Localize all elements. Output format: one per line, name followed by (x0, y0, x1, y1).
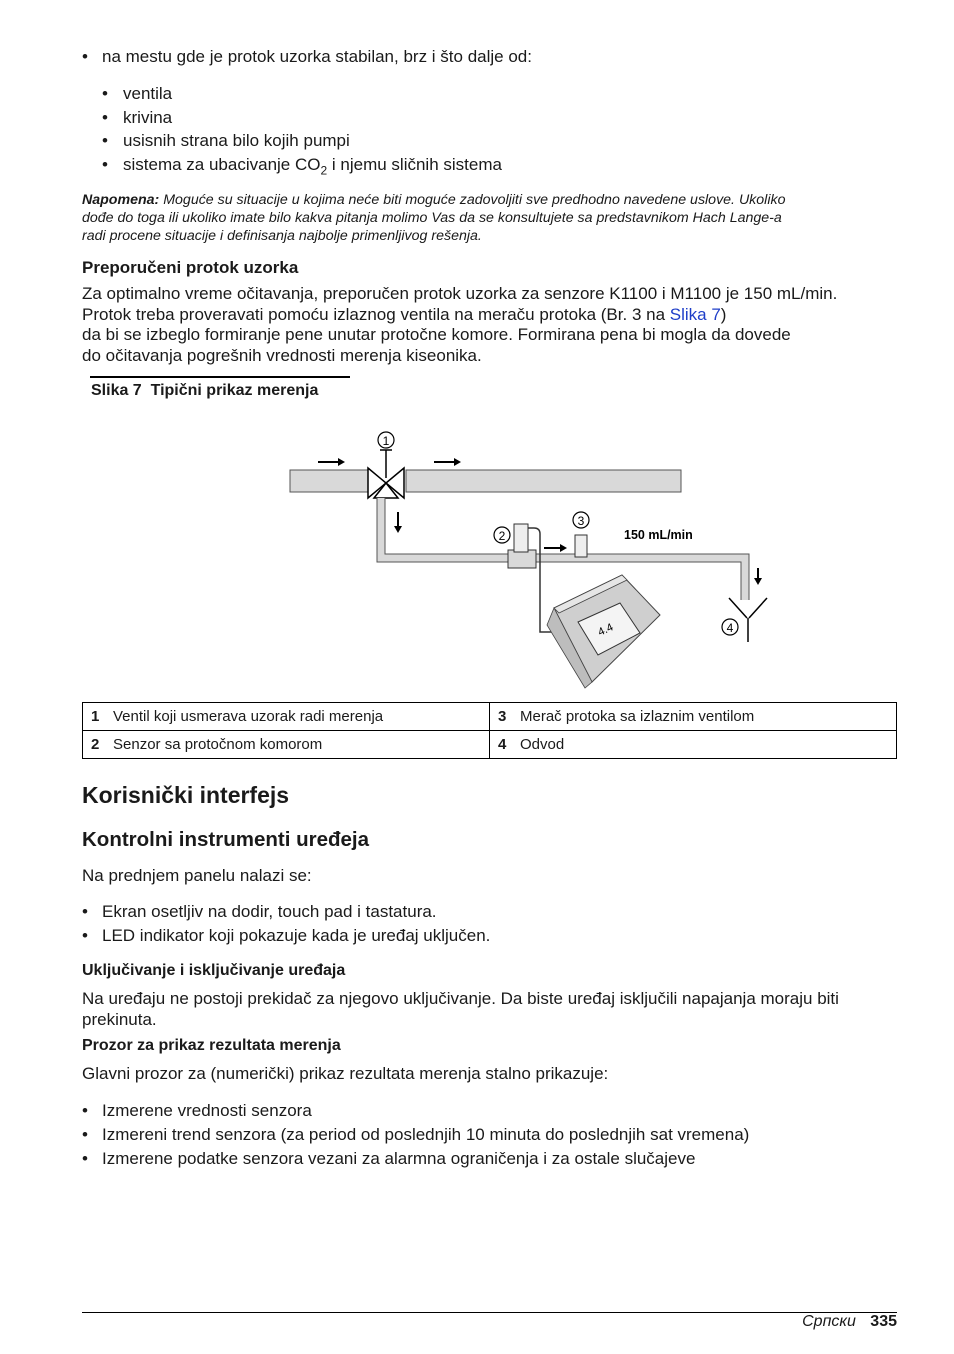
down-arrow-icon (754, 568, 762, 585)
legend-cell: 3 Merač protoka sa izlaznim ventilom (490, 703, 897, 731)
power-paragraph: Na uređaju ne postoji prekidač za njegovo uključivanje. Da biste uređaj isključili napajanja moraju biti prekinuta. (82, 989, 839, 1029)
list-item: • LED indikator koji pokazuje kada je uređaj uključen. (82, 926, 491, 945)
callout-1-label: 1 (382, 434, 390, 448)
subsection-title: Kontrolni instrumenti uređeja (82, 828, 370, 851)
table-row (83, 703, 897, 731)
sub-bullet: • usisnih strana bilo kojih pumpi (102, 131, 350, 150)
window-heading: Prozor za prikaz rezultata merenja (82, 1037, 341, 1054)
power-heading: Uključivanje i isključivanje uređaja (82, 962, 346, 979)
flow-meter (575, 535, 587, 557)
flow-arrow-icon (318, 458, 345, 466)
flow-arrow-icon (544, 544, 567, 552)
controls-intro: Na prednjem panelu nalazi se: (82, 866, 312, 885)
sensor-body (514, 524, 528, 552)
note-block: Napomena: Moguće su situacije u kojima neće biti moguće zadovoljiti sve predhodno navedene uslove. Ukoliko dođe do toga ili ukoliko imate bilo kakva pitanja molimo Vas da se konsultujete sa predstavnikom Hach Lange-a radi procene situacije i definisanja najbolje primenljivog rešenja. (82, 192, 786, 244)
measurement-diagram (282, 420, 734, 690)
figure-link[interactable]: Slika 7 (669, 304, 721, 324)
sub-bullet: • ventila (102, 84, 173, 103)
callout-3-label: 3 (577, 514, 585, 528)
figure-legend-table (82, 702, 897, 759)
list-item: • Ekran osetljiv na dodir, touch pad i tastatura. (82, 902, 437, 921)
legend-cell: 1 Ventil koji usmerava uzorak radi merenja (83, 703, 490, 731)
footer-rule (82, 1312, 897, 1313)
main-pipe-right (406, 470, 681, 492)
table-row (83, 731, 897, 759)
page-number: 335 (870, 1313, 897, 1330)
note-label: Napomena: (82, 192, 160, 208)
valve-icon (368, 450, 404, 498)
caption-rule (90, 376, 350, 378)
list-item: • Izmerene podatke senzora vezani za alarmna ograničenja i za ostale slučajeve (82, 1149, 696, 1168)
sub-bullet: • krivina (102, 108, 173, 127)
down-arrow-icon (394, 512, 402, 533)
flow-heading: Preporučeni protok uzorka (82, 258, 299, 277)
footer-language: Српски (802, 1313, 856, 1330)
main-pipe-left (290, 470, 370, 492)
callout-4-label: 4 (726, 621, 734, 635)
list-item: • Izmerene vrednosti senzora (82, 1101, 312, 1120)
figure-caption: Slika 7 Tipični prikaz merenja (91, 382, 319, 399)
page-footer (802, 1313, 897, 1331)
flow-chamber (508, 550, 536, 568)
window-intro: Glavni prozor za (numerički) prikaz rezultata merenja stalno prikazuje: (82, 1064, 609, 1083)
callout-2-label: 2 (498, 529, 506, 543)
sub-bullet-co2: • sistema za ubacivanje $CO_2$ i njemu sličnih sistema (102, 155, 502, 178)
flow-paragraph: Za optimalno vreme očitavanja, preporučen protok uzorka za senzore K1100 i M1100 je 150 mL/min. Protok treba proveravati pomoću izlaznog ventila na meraču protoka (Br. 3 na Slika 7) da bi se izbeglo formiranje pene unutar protočne komore. Formirana pena bi mogla da dovede do očitavanja pogrešnih vrednosti merenja kiseonika. (82, 284, 838, 365)
flow-arrow-icon (434, 458, 461, 466)
legend-cell: 4 Odvod (490, 731, 897, 759)
legend-cell: 2 Senzor sa protočnom komorom (83, 731, 490, 759)
intro-bullet: • na mestu gde je protok uzorka stabilan, brz i što dalje od: (82, 47, 532, 66)
flow-rate-label: 150 mL/min (624, 528, 693, 542)
section-title: Korisnički interfejs (82, 782, 290, 808)
list-item: • Izmereni trend senzora (za period od poslednjih 10 minuta do poslednjih sat vremena) (82, 1125, 750, 1144)
analyzer-controller (547, 575, 660, 688)
display-value: 4.4 (596, 621, 616, 639)
